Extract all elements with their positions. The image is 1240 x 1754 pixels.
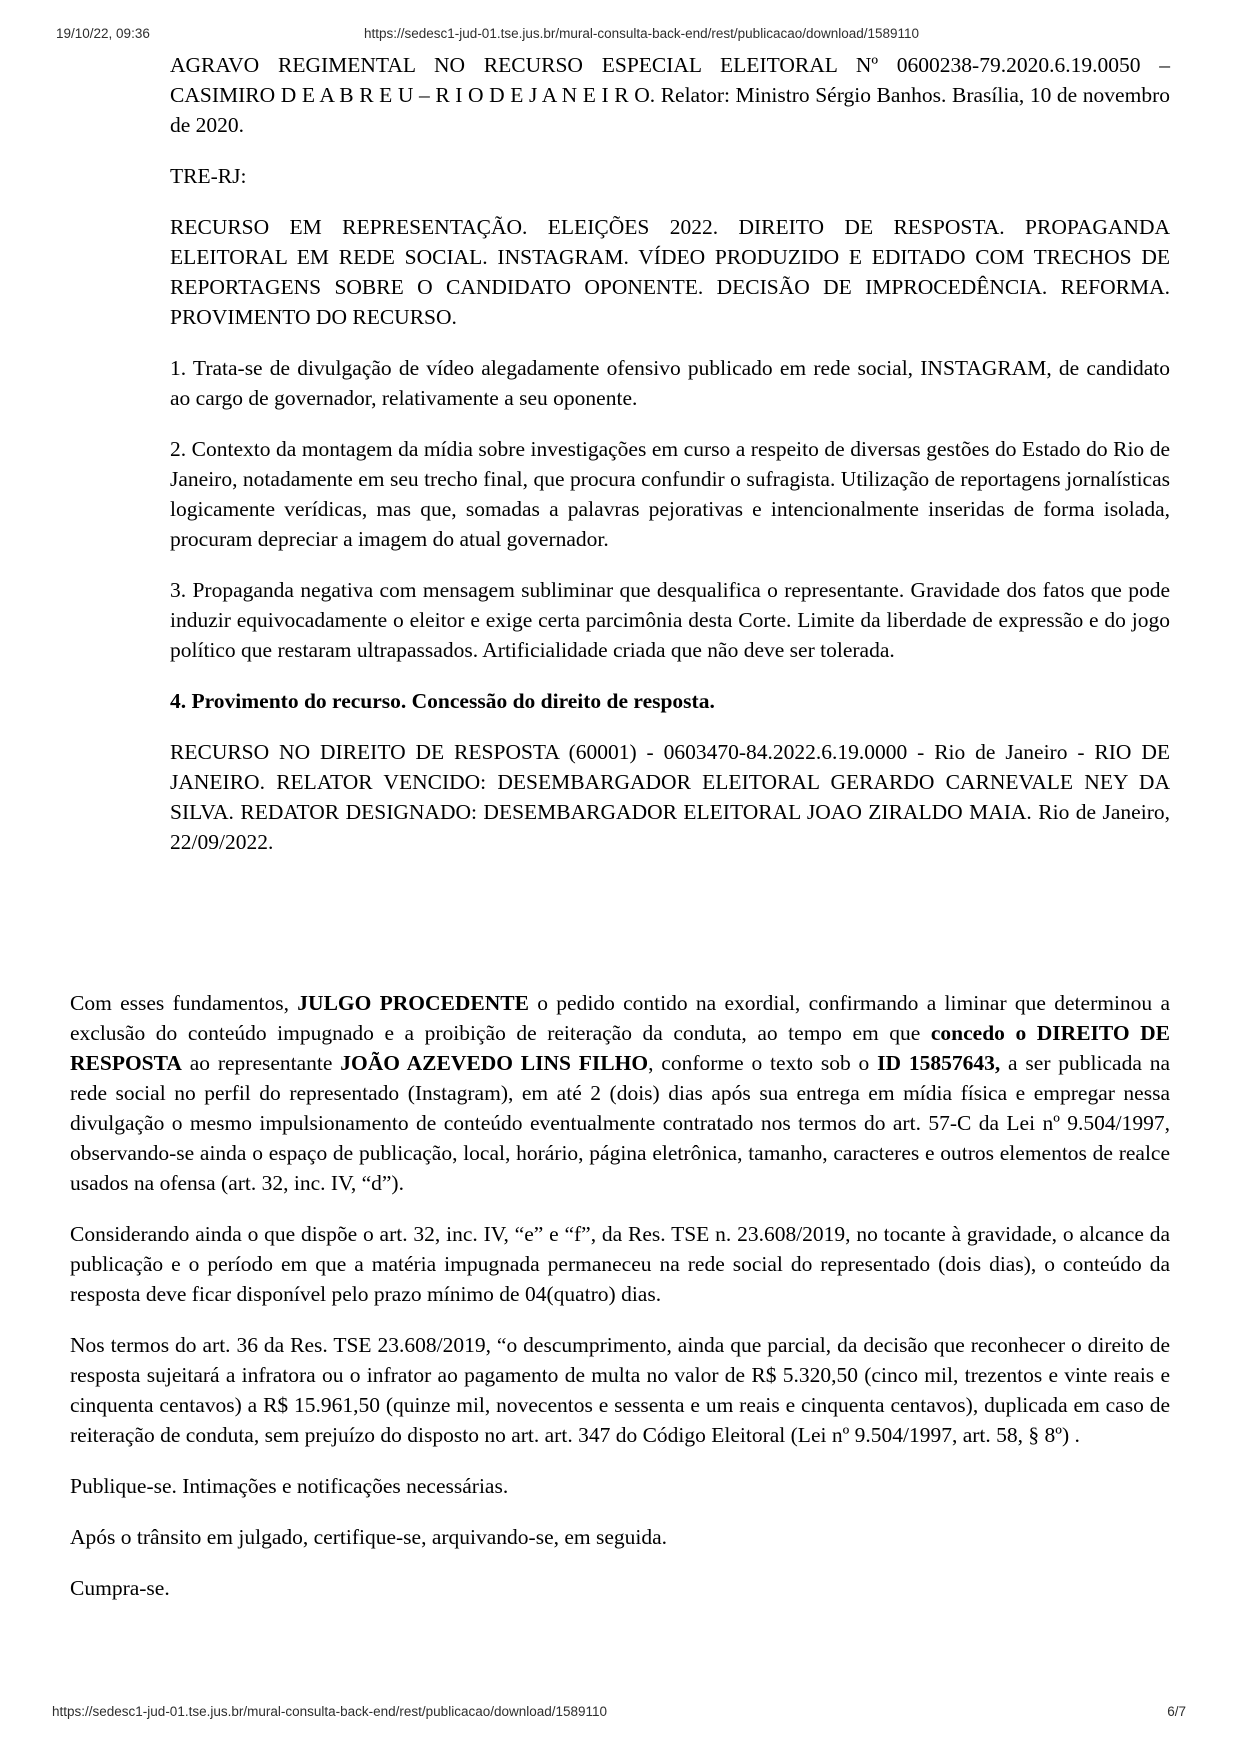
text-run: 2. Contexto da montagem da mídia sobre investigações em curso a respeito de diversas gestões do Estado do Rio de Janeiro, notadamente em seu trecho final, que procura confundir o sufragista. Utilização de reportagens jornalísticas logicamente verídicas, mas que, somadas a palavras pejorativas e intencionalmente inseridas de forma isolada, procuram depreciar a imagem do atual governador. [170, 437, 1170, 551]
text-run: RECURSO NO DIREITO DE RESPOSTA (60001) - 0603470-84.2022.6.19.0000 - Rio de Janeiro - RIO DE JANEIRO. RELATOR VENCIDO: DESEMBARGADOR ELEITORAL GERARDO CARNEVALE NEY DA SILVA. REDATOR DESIGNADO: DESEMBARGADOR ELEITORAL JOAO ZIRALDO MAIA. Rio de Janeiro, 22/09/2022. [170, 740, 1170, 854]
decision-headnote-block-paragraph-3 [170, 212, 1170, 332]
text-run: Considerando ainda o que dispõe o art. 32, inc. IV, “e” e “f”, da Res. TSE n. 23.608/2019, no tocante à gravidade, o alcance da publicação e o período em que a matéria impugnada permaneceu na rede social do representado (dois dias), o conteúdo da resposta deve ficar disponível pelo prazo mínimo de 04(quatro) dias. [70, 1222, 1170, 1306]
print-footer-url: https://sedesc1-jud-01.tse.jus.br/mural-consulta-back-end/rest/publicacao/download/1589110 [52, 1704, 608, 1719]
decision-dispositive-block-paragraph-4 [70, 1471, 1170, 1501]
page-indicator: 6/7 [1167, 1704, 1186, 1719]
text-run: RECURSO EM REPRESENTAÇÃO. ELEIÇÕES 2022. DIREITO DE RESPOSTA. PROPAGANDA ELEITORAL EM REDE SOCIAL. INSTAGRAM. VÍDEO PRODUZIDO E EDITADO COM TRECHOS DE REPORTAGENS SOBRE O CANDIDATO OPONENTE. DECISÃO DE IMPROCEDÊNCIA. REFORMA. PROVIMENTO DO RECURSO. [170, 215, 1170, 329]
decision-headnote-block-paragraph-6 [170, 575, 1170, 665]
text-run: Nos termos do art. 36 da Res. TSE 23.608/2019, “o descumprimento, ainda que parcial, da decisão que reconhecer o direito de resposta sujeitará a infratora ou o infrator ao pagamento de multa no valor de R$ 5.320,50 (cinco mil, trezentos e vinte reais e cinquenta centavos) a R$ 15.961,50 (quinze mil, novecentos e sessenta e um reais e cinquenta centavos), duplicada em caso de reiteração de conduta, sem prejuízo do disposto no art. art. 347 do Código Eleitoral (Lei nº 9.504/1997, art. 58, § 8º) . [70, 1333, 1170, 1447]
text-run: 1. Trata-se de divulgação de vídeo alegadamente ofensivo publicado em rede social, INSTAGRAM, de candidato ao cargo de governador, relativamente a seu oponente. [170, 356, 1170, 410]
text-run: Após o trânsito em julgado, certifique-se, arquivando-se, em seguida. [70, 1525, 668, 1549]
decision-headnote-block-paragraph-8 [170, 737, 1170, 857]
text-run: ao representante [181, 1051, 341, 1075]
text-run: Publique-se. Intimações e notificações necessárias. [70, 1474, 509, 1498]
bold-text-run: JULGO PROCEDENTE [297, 991, 529, 1015]
decision-dispositive-block-paragraph-5 [70, 1522, 1170, 1552]
text-run: TRE-RJ: [170, 164, 247, 188]
decision-headnote-block-paragraph-1 [170, 50, 1170, 140]
decision-headnote-block-paragraph-5 [170, 434, 1170, 554]
text-run: Com esses fundamentos, [70, 991, 298, 1015]
decision-dispositive-block-paragraph-3 [70, 1330, 1170, 1450]
text-run: o pedido contido na exordial, confirmando a liminar que determinou a exclusão do conteúdo impugnado e a proibição de reiteração da conduta, ao tempo em que [70, 991, 1171, 1045]
decision-dispositive-block-paragraph-1 [70, 988, 1170, 1198]
decision-dispositive-block-paragraph-2 [70, 1219, 1170, 1309]
bold-text-run: 4. Provimento do recurso. Concessão do direito de resposta. [170, 689, 715, 713]
decision-headnote-block-paragraph-4 [170, 353, 1170, 413]
text-run: , conforme o texto sob o [648, 1051, 878, 1075]
bold-text-run: JOÃO AZEVEDO LINS FILHO [340, 1051, 649, 1075]
bold-text-run: ID 15857643, [877, 1051, 1001, 1075]
decision-dispositive-block-paragraph-6 [70, 1573, 1170, 1603]
print-header-url: https://sedesc1-jud-01.tse.jus.br/mural-consulta-back-end/rest/publicacao/download/1589110 [364, 26, 920, 41]
text-run: AGRAVO REGIMENTAL NO RECURSO ESPECIAL ELEITORAL Nº 0600238-79.2020.6.19.0050 – CASIMIRO D E A B R E U – R I O D E J A N E I R O. Relator: Ministro Sérgio Banhos. Brasília, 10 de novembro de 2020. [170, 53, 1170, 137]
text-run: 3. Propaganda negativa com mensagem subliminar que desqualifica o representante. Gravidade dos fatos que pode induzir equivocadamente o eleitor e exige certa parcimônia desta Corte. Limite da liberdade de expressão e do jogo político que restaram ultrapassados. Artificialidade criada que não deve ser tolerada. [170, 578, 1170, 662]
decision-headnote-block-paragraph-2 [170, 161, 1170, 191]
decision-headnote-block-paragraph-7 [170, 686, 1170, 716]
text-run: Cumpra-se. [70, 1576, 170, 1600]
bold-text-run: concedo o DIREITO DE RESPOSTA [70, 1021, 1171, 1075]
decision-dispositive-block [70, 988, 1170, 1603]
text-run: a ser publicada na rede social no perfil do representado (Instagram), em até 2 (dois) dias após sua entrega em mídia física e empregar nessa divulgação o mesmo impulsionamento de conteúdo eventualmente contratado nos termos do art. 57-C da Lei nº 9.504/1997, observando-se ainda o espaço de publicação, local, horário, página eletrônica, tamanho, caracteres e outros elementos de realce usados na ofensa (art. 32, inc. IV, “d”). [70, 1051, 1170, 1195]
decision-headnote-block [170, 50, 1170, 857]
print-header-datetime: 19/10/22, 09:36 [56, 26, 150, 41]
